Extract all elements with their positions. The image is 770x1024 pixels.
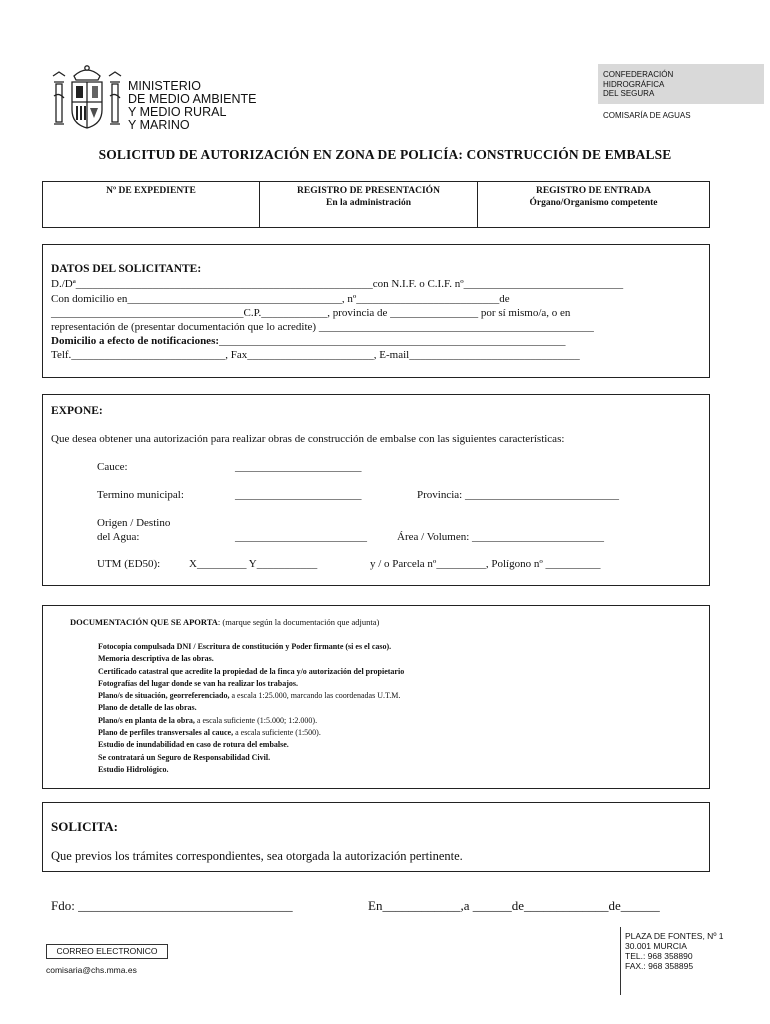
doc-item-title: Fotocopia compulsada DNI / Escritura de constitución y Poder firmante (si es el caso). [98,642,392,651]
confederation-line: CONFEDERACIÓN [603,70,674,79]
contacto-field[interactable]: Telf.____________________________, Fax_______________________, E-mail_______________________________ [51,349,580,361]
doc-item[interactable] [98,702,404,714]
doc-item[interactable] [98,653,404,665]
registry-table [42,181,710,228]
documentacion-list [98,641,404,776]
doc-item-detail: a escala 1:25.000, marcando las coordenadas U.T.M. [229,691,401,701]
expone-intro: Que desea obtener una autorización para realizar obras de construcción de embalse con las siguientes características: [51,433,565,445]
doc-item[interactable] [98,678,404,690]
expediente-header: Nº DE EXPEDIENTE [106,186,196,196]
firma-field[interactable]: Fdo: _________________________________ [51,898,293,913]
address-line: PLAZA DE FONTES, Nº 1 [625,931,724,941]
doc-item[interactable] [98,739,404,751]
doc-item[interactable] [98,727,404,739]
ministry-line: Y MARINO [128,118,190,132]
doc-item[interactable] [98,752,404,764]
form-title: SOLICITUD DE AUTORIZACIÓN EN ZONA DE POLICÍA: CONSTRUCCIÓN DE EMBALSE [98,147,672,162]
doc-item[interactable] [98,715,404,727]
expediente-cell[interactable] [43,182,259,227]
correo-label: CORREO ELECTRONICO [46,944,168,959]
email-address[interactable]: comisaria@chs.mma.es [46,965,137,975]
ministry-line: MINISTERIO [128,79,201,93]
utm-xy-field[interactable]: X_________ Y___________ [189,558,318,570]
doc-item[interactable] [98,690,404,702]
address-block [625,931,724,971]
registro-presentacion-cell[interactable] [259,182,477,227]
ministry-name [128,80,257,132]
doc-item-detail: a escala suficiente (1:500). [233,728,321,738]
confederation-name [603,70,673,99]
documentacion-note: : (marque según la documentación que adjunta) [217,617,380,627]
address-divider [620,927,621,995]
cp-provincia-field[interactable]: ___________________________________C.P.____________, provincia de ________________ por sí mismo/a, o en [51,307,571,319]
doc-item-title: Se contratará un Seguro de Responsabilidad Civil. [98,752,271,762]
origen-label-2: del Agua: [97,531,140,543]
address-line: 30.001 MURCIA [625,941,687,951]
representacion-field[interactable]: representación de (presentar documentación que lo acredite) __________________________________________________ [51,321,594,333]
registro-entrada-cell[interactable] [477,182,709,227]
doc-item-title: Plano de perfiles transversales al cauce, [98,728,234,738]
ministry-line: Y MEDIO RURAL [128,105,227,119]
solicitante-title: DATOS DEL SOLICITANTE: [51,263,202,275]
cauce-label: Cauce: [97,461,128,473]
registro-entrada-header: REGISTRO DE ENTRADA [535,186,652,196]
expone-title: EXPONE: [51,405,103,417]
registro-presentacion-sub: En la administración [326,198,411,208]
parcela-poligono-field[interactable]: y / o Parcela nº_________, Polígono nº __________ [370,558,601,570]
termino-label: Termino municipal: [97,489,184,501]
fecha-lugar-field[interactable]: En____________,a ______de_____________de______ [368,898,660,913]
area-volumen-field[interactable]: Área / Volumen: ________________________ [397,531,605,543]
domicilio-field[interactable]: Con domicilio en_______________________________________, nº__________________________de [51,293,510,305]
doc-item-title: Fotografías del lugar donde se van ha realizar los trabajos. [98,678,298,688]
doc-item-detail: a escala suficiente (1:5.000; 1:2.000). [194,715,318,725]
doc-item-title: Plano de detalle de las obras. [98,703,197,713]
doc-item-title: Plano/s en planta de la obra, [98,715,195,725]
doc-item[interactable] [98,641,404,653]
doc-item[interactable] [98,764,404,776]
termino-field[interactable]: _______________________ [235,489,362,501]
notificaciones-field[interactable] [51,335,566,347]
coat-of-arms-logo [50,62,124,138]
comisaria-label: COMISARÍA DE AGUAS [603,111,691,120]
solicita-text: Que previos los trámites correspondientes, sea otorgada la autorización pertinente. [51,849,463,863]
registro-presentacion-header: REGISTRO DE PRESENTACIÓN [297,186,440,196]
address-line: TEL.: 968 358890 [625,951,693,961]
cauce-field[interactable]: _______________________ [235,461,362,473]
doc-item-title: Plano/s de situación, georreferenciado, [98,691,230,701]
address-line: FAX.: 968 358895 [625,961,694,971]
solicita-title: SOLICITA: [51,819,118,834]
doc-item-title: Certificado catastral que acredite la propiedad de la finca y/o autorización del propietario [98,666,405,676]
registro-entrada-sub: Órgano/Organismo competente [529,198,658,208]
nombre-field[interactable]: D./Dª______________________________________________________con N.I.F. o C.I.F. nº_____________________________ [51,278,624,290]
doc-item[interactable] [98,666,404,678]
doc-item-title: Estudio Hidrológico. [98,764,169,774]
confederation-line: DEL SEGURA [603,89,655,98]
doc-item-title: Memoria descriptiva de las obras. [98,654,214,664]
documentacion-heading [70,617,379,627]
notificaciones-label: Domicilio a efecto de notificaciones: [51,335,220,347]
documentacion-title: DOCUMENTACIÓN QUE SE APORTA [70,617,218,627]
utm-label: UTM (ED50): [97,558,161,570]
origen-field[interactable]: ________________________ [235,531,367,543]
provincia-field[interactable]: Provincia: ____________________________ [417,489,619,501]
confederation-line: HIDROGRÁFICA [603,79,665,89]
doc-item-title: Estudio de inundabilidad en caso de rotura del embalse. [98,740,289,750]
origen-label: Origen / Destino [97,517,171,529]
notificaciones-fill[interactable]: _______________________________________________________________ [219,335,566,347]
ministry-line: DE MEDIO AMBIENTE [128,92,257,106]
